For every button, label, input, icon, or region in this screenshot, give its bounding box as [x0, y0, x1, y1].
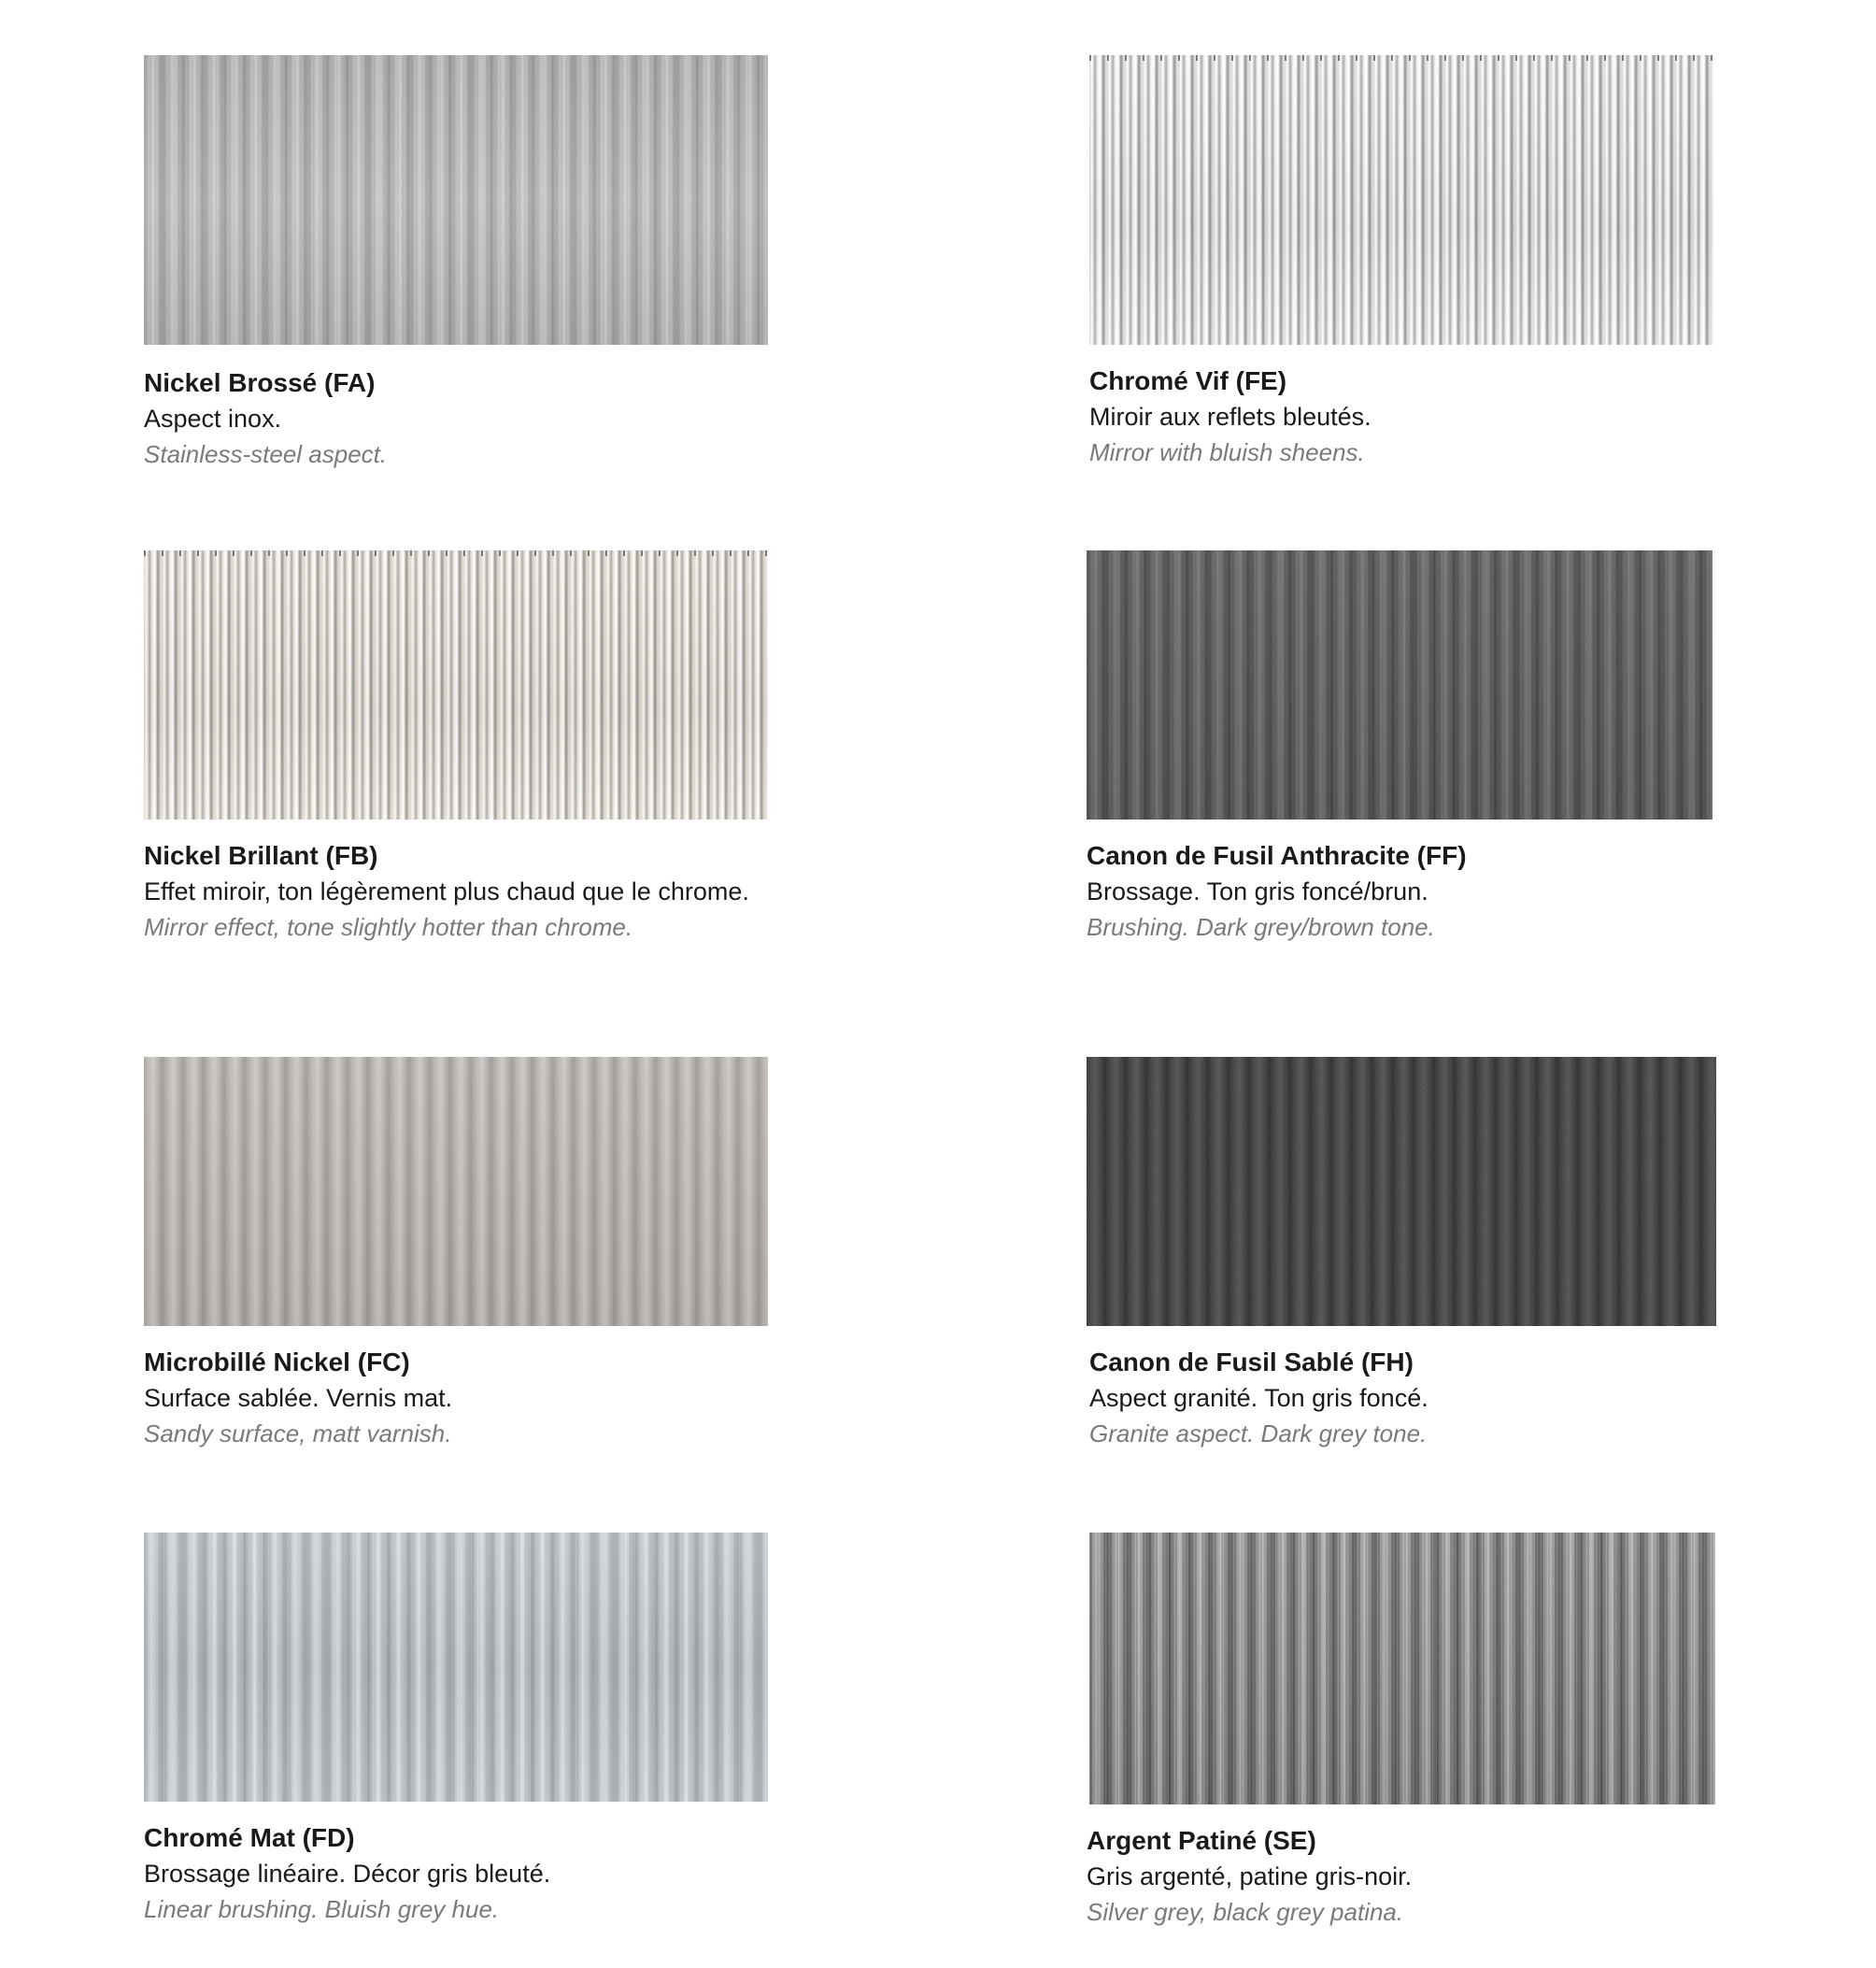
finish-name: Canon de Fusil Sablé (FH) — [1089, 1348, 1414, 1376]
finish-description-en: Stainless-steel aspect. — [144, 440, 388, 468]
finish-description-en: Silver grey, black grey patina. — [1087, 1898, 1404, 1926]
finish-description-en: Brushing. Dark grey/brown tone. — [1087, 913, 1435, 941]
finish-swatch-canon-de-fusil-sable — [1087, 1057, 1716, 1326]
finish-card-chrome-mat — [144, 1533, 798, 1927]
finish-name: Nickel Brillant (FB) — [144, 841, 378, 870]
finish-description-fr: Miroir aux reflets bleutés. — [1089, 403, 1371, 431]
finish-swatch-chrome-vif — [1089, 55, 1713, 345]
finish-description-fr: Brossage linéaire. Décor gris bleuté. — [144, 1860, 551, 1888]
finish-description-fr: Brossage. Ton gris foncé/brun. — [1087, 877, 1428, 906]
finish-name: Canon de Fusil Anthracite (FF) — [1087, 841, 1467, 870]
finish-description-fr: Aspect granité. Ton gris foncé. — [1089, 1384, 1428, 1412]
finish-card-chrome-vif — [1089, 55, 1743, 470]
finish-description-fr: Gris argenté, patine gris-noir. — [1087, 1862, 1413, 1890]
finish-card-argent-patine — [1089, 1533, 1743, 1930]
finish-card-microbille-nickel — [144, 1057, 798, 1451]
finish-swatch-chrome-mat — [144, 1533, 768, 1802]
finish-card-nickel-brosse — [144, 55, 798, 472]
finish-description-en: Linear brushing. Bluish grey hue. — [144, 1895, 500, 1923]
finish-description-en: Mirror with bluish sheens. — [1089, 438, 1365, 466]
finish-swatch-canon-de-fusil-anthracite — [1087, 550, 1713, 820]
finish-name: Chromé Mat (FD) — [144, 1823, 355, 1852]
finish-swatch-nickel-brillant — [144, 550, 768, 820]
finish-name: Nickel Brossé (FA) — [144, 368, 376, 397]
finish-description-en: Granite aspect. Dark grey tone. — [1089, 1419, 1428, 1447]
finish-name: Chromé Vif (FE) — [1089, 366, 1287, 395]
finish-name: Microbillé Nickel (FC) — [144, 1348, 410, 1376]
finish-description-en: Mirror effect, tone slightly hotter than chrome. — [144, 913, 633, 941]
finish-swatch-microbille-nickel — [144, 1057, 768, 1326]
finish-name: Argent Patiné (SE) — [1087, 1826, 1316, 1855]
finish-swatch-argent-patine — [1089, 1533, 1715, 1804]
finish-card-canon-de-fusil-anthracite — [1087, 550, 1741, 945]
finish-card-canon-de-fusil-sable — [1087, 1057, 1741, 1451]
finish-description-fr: Surface sablée. Vernis mat. — [144, 1384, 453, 1412]
finish-description-fr: Effet miroir, ton légèrement plus chaud que le chrome. — [144, 877, 749, 906]
finish-description-en: Sandy surface, matt varnish. — [144, 1419, 452, 1447]
finish-card-nickel-brillant — [144, 550, 798, 945]
finish-swatch-nickel-brosse — [144, 55, 768, 345]
finish-description-fr: Aspect inox. — [144, 405, 282, 433]
